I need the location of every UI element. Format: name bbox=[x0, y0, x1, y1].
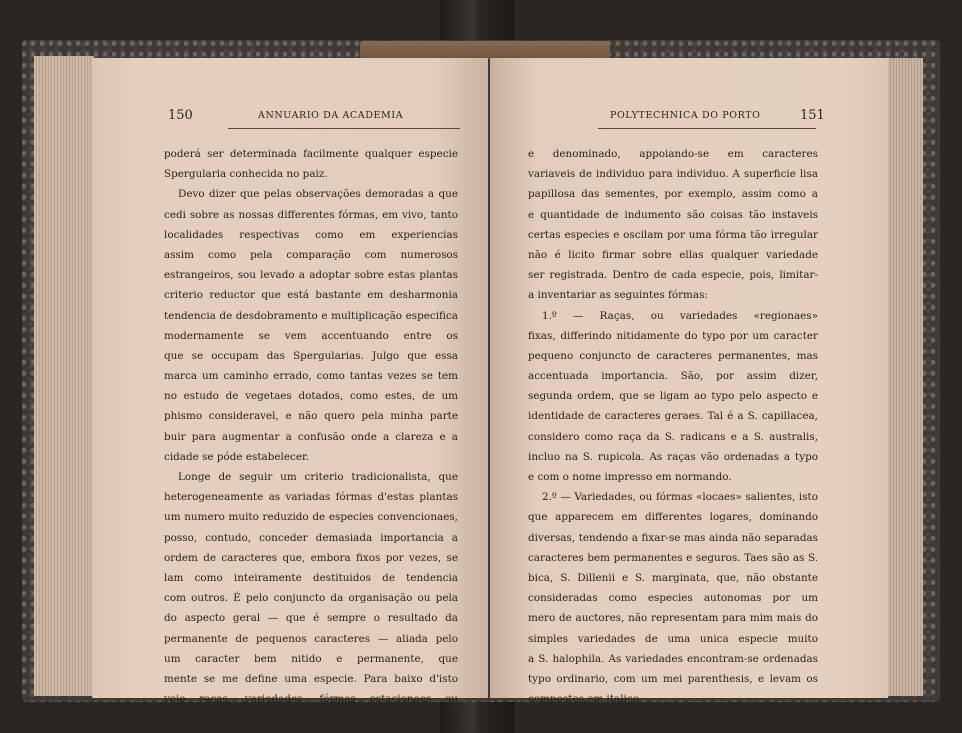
text-line: Longe de seguir um criterio tradicionalista, que bbox=[178, 471, 458, 483]
text-line: diversas, tendendo a fixar-se mas ainda não separadas bbox=[528, 531, 818, 544]
text-line: modernamente se vem accentuando entre os bbox=[164, 329, 458, 342]
text-line: buir para augmentar a confusão onde a clareza e a bbox=[164, 430, 458, 443]
text-line: identidade de caracteres geraes. Tal é a S. capillacea, bbox=[528, 410, 818, 423]
right-page bbox=[490, 58, 888, 726]
text-line: um caracter bem nitido e permanente, que bbox=[164, 652, 458, 665]
text-line: que apparecem em differentes logares, dominando bbox=[528, 511, 818, 524]
text-line: e quantidade de indumento são coisas tão instaveis bbox=[528, 208, 818, 221]
text-line: bica, S. Dillenii e S. marginata, que, não obstante bbox=[528, 571, 818, 584]
text-line: segundo o maior ou menor valor dos caracteres bbox=[164, 713, 458, 726]
text-line: 2.º — Variedades, ou fórmas «locaes» salientes, isto bbox=[542, 491, 818, 504]
text-line: não é licito firmar sobre ellas qualquer variedade bbox=[528, 248, 818, 261]
text-line bbox=[164, 729, 458, 733]
text-line: assim como pela comparação com numerosos bbox=[164, 248, 458, 261]
page-edges-left bbox=[34, 56, 94, 696]
text-line: criterio reductor que está bastante em desharmonia bbox=[164, 289, 458, 302]
text-line: 3.º — Fórmas «estacionaes», isto é, fórmas mais ou bbox=[542, 713, 818, 726]
right-page-text bbox=[528, 144, 818, 733]
left-page bbox=[92, 58, 488, 726]
text-line: do aspecto geral — que é sempre o resultado da bbox=[164, 612, 458, 625]
text-line: e denominado, appoiando-se em caracteres bbox=[528, 148, 818, 160]
right-header-rule bbox=[598, 128, 816, 129]
text-line: um numero muito reduzido de especies convencionaes, bbox=[164, 511, 458, 524]
text-line: papillosa das sementes, por exemplo, assim como a bbox=[528, 188, 818, 201]
text-line: incluo na S. rupicola. As raças vão ordenadas a typo bbox=[528, 450, 818, 463]
text-line: typo ordinario, com um mei parenthesis, e levam os bbox=[528, 672, 818, 685]
spine-headband bbox=[360, 41, 610, 59]
text-line: ordem de caracteres que, embora fixos por vezes, se bbox=[164, 551, 458, 564]
text-line: no estudo de vegetaes dotados, como estes, de um bbox=[164, 390, 458, 403]
text-line: heterogeneamente as variadas fórmas d'estas plantas bbox=[164, 491, 458, 504]
text-line: mero de auctores, não representam para mim mais do bbox=[528, 612, 818, 625]
left-running-head: ANNUARIO DA ACADEMIA bbox=[258, 110, 404, 121]
text-line: variaveis de individuo para individuo. A superficie lisa bbox=[528, 168, 818, 181]
text-line: poderá ser determinada facilmente qualquer especie bbox=[164, 148, 458, 160]
text-line: caracteres bem permanentes e seguros. Taes são as S. bbox=[528, 551, 818, 564]
text-line: localidades respectivas como em experiencias bbox=[164, 228, 458, 241]
text-line: cedi sobre as nossas differentes fórmas, em vivo, tanto bbox=[164, 208, 458, 221]
right-page-number: 151 bbox=[800, 108, 825, 123]
text-line: a inventariar as seguintes fórmas: bbox=[528, 289, 708, 302]
text-line: considero como raça da S. radicans e a S. australis, bbox=[528, 430, 818, 443]
text-line: permanente de pequenos caracteres — aliada pelo bbox=[164, 632, 458, 645]
text-line: cidade se póde estabelecer. bbox=[164, 450, 310, 463]
text-line: posso, contudo, conceder demasiada importancia a bbox=[164, 531, 458, 544]
text-line: pequeno conjuncto de caracteres permanentes, mas bbox=[528, 349, 818, 362]
left-header-rule bbox=[228, 128, 460, 129]
text-line: compostos em italico. bbox=[528, 693, 643, 706]
text-line: estrangeiros, sou levado a adoptar sobre estas plantas bbox=[164, 269, 458, 282]
text-line: e com o nome impresso em normando. bbox=[528, 471, 732, 483]
text-line: 1.º — Raças, ou variedades «regionaes» bbox=[542, 309, 818, 322]
page-edges-right bbox=[885, 58, 923, 696]
text-line: ser registrada. Dentro de cada especie, pois, limitar- bbox=[528, 269, 818, 282]
text-line: fixas, differindo nitidamente do typo por um caracter bbox=[528, 329, 818, 342]
text-line: consideradas como especies autonomas por um bbox=[528, 592, 818, 605]
right-running-head: POLYTECHNICA DO PORTO bbox=[610, 110, 761, 121]
text-line: accentuada importancia. São, por assim dizer, bbox=[528, 370, 818, 383]
text-line: simples variedades de uma unica especie muito bbox=[528, 632, 818, 645]
text-line: certas especies e oscilam por uma fórma tão irregular bbox=[528, 228, 818, 241]
text-line bbox=[528, 729, 818, 733]
text-line: segunda ordem, que se ligam ao typo pelo aspecto e bbox=[528, 390, 818, 403]
left-page-number: 150 bbox=[168, 108, 193, 123]
text-line: tendencia de desdobramento e multiplicação especifica bbox=[164, 309, 458, 322]
text-line: marca um caminho errado, como tantas vezes se tem bbox=[164, 370, 458, 383]
text-line: que se occupam das Spergularias. Julgo que essa bbox=[164, 349, 458, 362]
text-line: a S. halophila. As variedades encontram-se ordenadas bbox=[528, 652, 818, 665]
text-line: Devo dizer que pelas observações demoradas a que bbox=[178, 188, 458, 201]
left-page-text bbox=[164, 144, 458, 733]
text-line: mente se me define uma especie. Para baixo d'isto bbox=[164, 672, 458, 685]
text-line: vejo raças, variedades, fórmas estacionaes ou bbox=[164, 693, 458, 706]
text-line: lam como inteiramente destituidos de tendencia bbox=[164, 571, 458, 584]
text-line: com outros. É pelo conjuncto da organisação ou pela bbox=[164, 592, 458, 605]
text-line: phismo consideravel, e não quero pela minha parte bbox=[164, 410, 458, 423]
text-line: Spergularia conhecida no paiz. bbox=[164, 168, 328, 181]
